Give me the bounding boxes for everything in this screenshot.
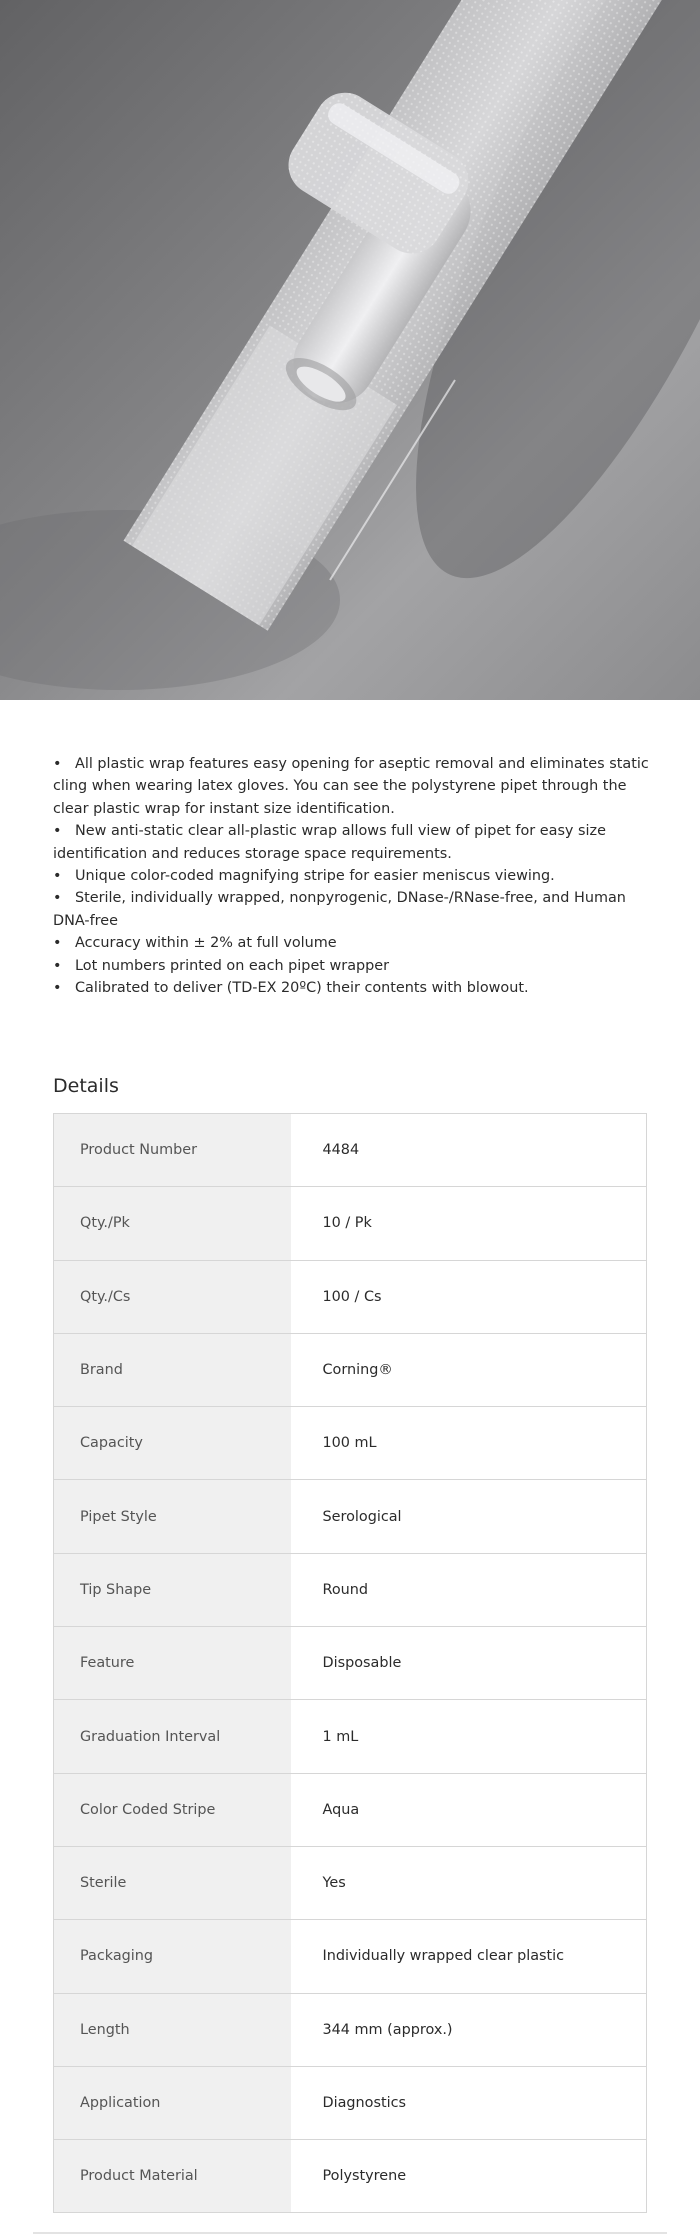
- bullet: •: [53, 980, 62, 997]
- detail-key: Sterile: [54, 1846, 291, 1919]
- detail-key: Product Material: [54, 2140, 291, 2213]
- divider: [33, 2232, 667, 2234]
- list-item: • Sterile, individually wrapped, nonpyrogenic, DNase-/RNase-free, and Human DNA-free: [53, 887, 653, 932]
- detail-value: 100 mL: [291, 1407, 647, 1480]
- table-row: [54, 2066, 647, 2139]
- table-row: [54, 1627, 647, 1700]
- bullet: •: [53, 756, 62, 772]
- table-row: [54, 1187, 647, 1260]
- list-item: • All plastic wrap features easy opening for aseptic removal and eliminates static cling when wearing latex gloves. You can see the polystyrene pipet through the clear plastic wrap for instant size identification.: [53, 753, 653, 820]
- table-row: [54, 1700, 647, 1773]
- detail-value: Yes: [291, 1846, 647, 1919]
- detail-key: Packaging: [54, 1920, 291, 1993]
- detail-key: Color Coded Stripe: [54, 1773, 291, 1846]
- list-item: • Unique color-coded magnifying stripe for easier meniscus viewing.: [53, 865, 653, 887]
- list-item: • New anti-static clear all-plastic wrap allows full view of pipet for easy size identification and reduces storage space requirements.: [53, 820, 653, 865]
- detail-key: Feature: [54, 1627, 291, 1700]
- bullet: •: [53, 890, 62, 907]
- bullet: •: [53, 868, 62, 885]
- detail-key: Tip Shape: [54, 1553, 291, 1626]
- table-row: [54, 1773, 647, 1846]
- table-row: [54, 1993, 647, 2066]
- detail-value: Disposable: [291, 1627, 647, 1700]
- detail-key: Capacity: [54, 1407, 291, 1480]
- detail-value: Serological: [291, 1480, 647, 1553]
- bullet: •: [53, 935, 62, 952]
- detail-value: Round: [291, 1553, 647, 1626]
- detail-key: Product Number: [54, 1114, 291, 1187]
- detail-value: Individually wrapped clear plastic: [291, 1920, 647, 1993]
- table-row: [54, 1920, 647, 1993]
- details-table: [53, 1113, 647, 2213]
- feature-list: [53, 753, 653, 999]
- detail-key: Qty./Pk: [54, 1187, 291, 1260]
- list-item: • Accuracy within ± 2% at full volume: [53, 932, 653, 954]
- table-row: [54, 1260, 647, 1333]
- details-heading: Details: [53, 1075, 119, 1097]
- detail-value: 10 / Pk: [291, 1187, 647, 1260]
- list-item: • Lot numbers printed on each pipet wrapper: [53, 955, 653, 977]
- table-row: [54, 1333, 647, 1406]
- detail-value: 344 mm (approx.): [291, 1993, 647, 2066]
- detail-value: 100 / Cs: [291, 1260, 647, 1333]
- table-row: [54, 1846, 647, 1919]
- table-row: [54, 1114, 647, 1187]
- detail-key: Pipet Style: [54, 1480, 291, 1553]
- bullet: •: [53, 823, 62, 840]
- table-row: [54, 1480, 647, 1553]
- detail-value: Aqua: [291, 1773, 647, 1846]
- detail-key: Application: [54, 2066, 291, 2139]
- detail-key: Brand: [54, 1333, 291, 1406]
- table-row: [54, 2140, 647, 2213]
- detail-key: Graduation Interval: [54, 1700, 291, 1773]
- detail-key: Length: [54, 1993, 291, 2066]
- detail-value: Corning®: [291, 1333, 647, 1406]
- detail-value: Diagnostics: [291, 2066, 647, 2139]
- bullet: •: [53, 957, 62, 974]
- detail-value: Polystyrene: [291, 2140, 647, 2213]
- detail-value: 1 mL: [291, 1700, 647, 1773]
- product-image: [0, 0, 700, 700]
- table-row: [54, 1407, 647, 1480]
- detail-value: 4484: [291, 1114, 647, 1187]
- detail-key: Qty./Cs: [54, 1260, 291, 1333]
- list-item: • Calibrated to deliver (TD-EX 20ºC) their contents with blowout.: [53, 977, 653, 999]
- table-row: [54, 1553, 647, 1626]
